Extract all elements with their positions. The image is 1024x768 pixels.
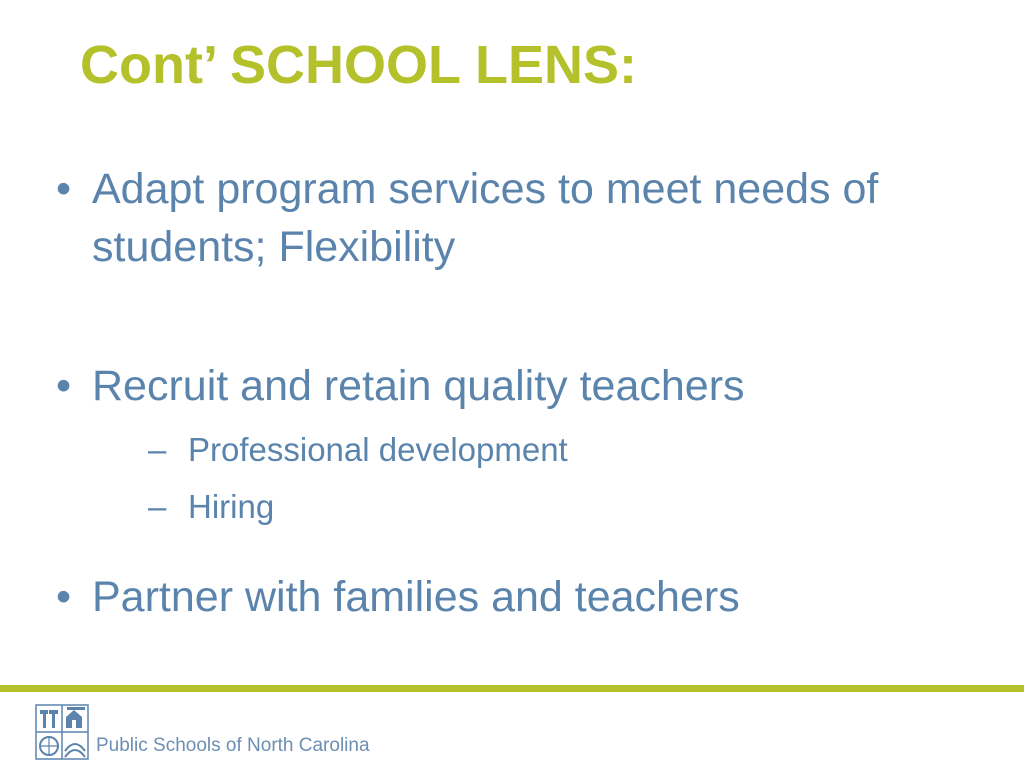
bullet-marker: • [56,573,72,621]
organization-name: Public Schools of North Carolina [96,735,370,756]
bullet-text: Adapt program services to meet needs of students; Flexibility [92,165,879,271]
nc-public-schools-logo-icon [34,703,90,761]
slide-title: Cont’ SCHOOL LENS: [80,35,638,95]
bullet-item [56,568,986,626]
bullet-marker: • [56,165,72,213]
sub-bullet-text: Professional development [188,431,568,468]
sub-bullet-item [148,487,948,527]
sub-bullet-text: Hiring [188,488,275,525]
sub-bullet-marker: – [148,488,167,525]
bullet-text: Partner with families and teachers [92,573,740,621]
bullet-marker: • [56,362,72,410]
bullet-item [56,357,986,415]
bullet-text: Recruit and retain quality teachers [92,362,745,410]
footer-divider [0,685,1024,692]
sub-bullet-marker: – [148,431,167,468]
bullet-item [56,160,986,276]
sub-bullet-item [148,430,948,470]
